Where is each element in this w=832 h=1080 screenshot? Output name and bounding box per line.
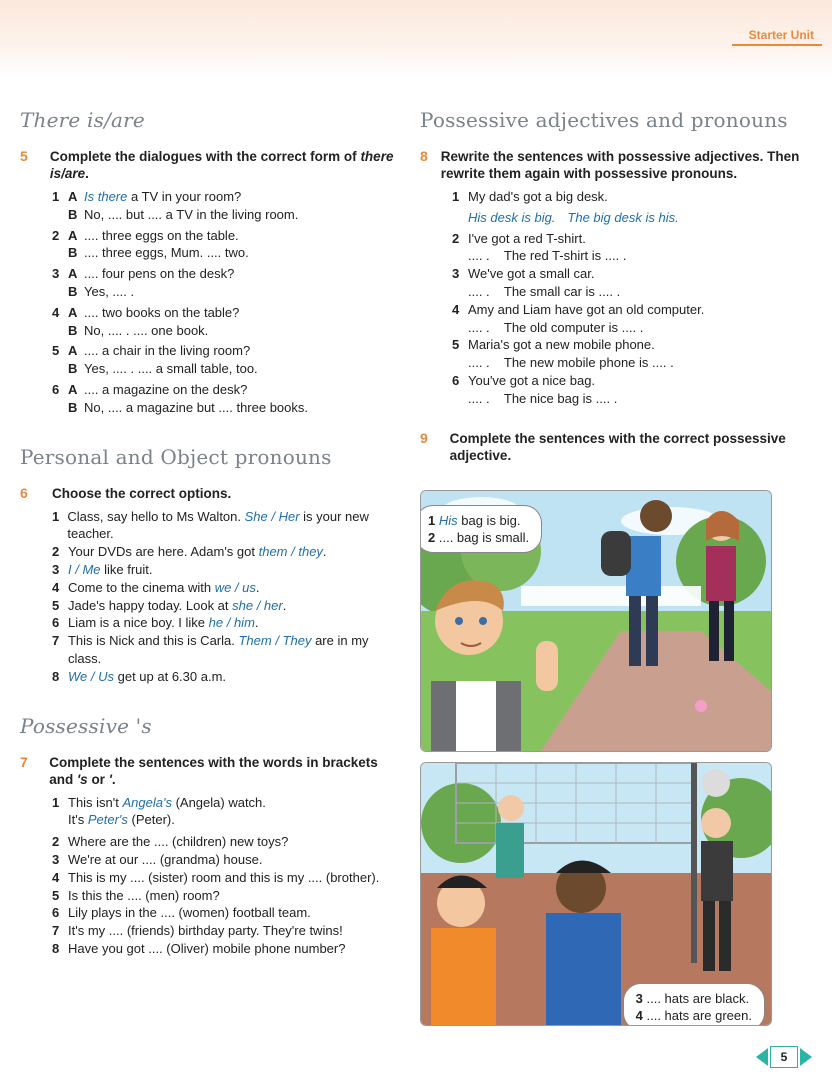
speech-bubble-2: 3 .... hats are black. 4 .... hats are green. (623, 983, 765, 1026)
exercise-7 (20, 754, 405, 958)
dialogue-1b: B No, .... but .... a TV in the living room. (68, 206, 299, 222)
list-item: 8 We / Us get up at 6.30 a.m. (52, 668, 227, 684)
dialogue-2a: 2 A .... three eggs on the table. (52, 227, 239, 243)
list-item: 5 Maria's got a new mobile phone. (452, 337, 655, 353)
list-item: 5 Is this the .... (men) room? (52, 887, 220, 903)
list-item-answer-line: .... . The old computer is .... . (468, 319, 644, 335)
pronoun-list (52, 508, 405, 686)
list-item-answer-line: .... . The new mobile phone is .... . (468, 355, 674, 371)
list-item: It's Peter's (Peter). (68, 812, 175, 828)
left-column (20, 108, 405, 958)
exercise-5 (20, 148, 405, 417)
exercise-number: 8 (420, 148, 428, 164)
exercise-number: 6 (20, 484, 28, 501)
next-page-arrow-icon[interactable] (800, 1048, 812, 1066)
previous-page-arrow-icon[interactable] (756, 1048, 768, 1066)
dialogue-6a: 6 A .... a magazine on the desk? (52, 381, 248, 397)
section-title-possessive-adjectives: Possessive adjectives and pronouns (420, 108, 788, 132)
list-item: 2 Your DVDs are here. Adam's got them / they. (52, 544, 327, 560)
possessive-s-list (52, 794, 405, 958)
page-navigation (756, 1046, 812, 1068)
list-item: His desk is big. The big desk is his. (468, 209, 679, 225)
list-item: 1 This isn't Angela's (Angela) watch. (52, 794, 266, 810)
list-item: 3 I / Me like fruit. (52, 561, 153, 577)
dialogue-5a: 5 A .... a chair in the living room? (52, 343, 251, 359)
dialogue-list (52, 188, 405, 417)
right-column (420, 108, 815, 464)
list-item: 5 Jade's happy today. Look at she / her. (52, 597, 287, 613)
list-item: 3 We've got a small car. (452, 266, 595, 282)
list-item: 4 Come to the cinema with we / us. (52, 579, 260, 595)
rewrite-list (452, 188, 815, 408)
exercise-instruction: Rewrite the sentences with possessive adjectives. Then rewrite them again with possessive pronouns. (440, 149, 800, 181)
list-item: 6 Liam is a nice boy. I like he / him. (52, 615, 259, 631)
header-band (0, 0, 832, 78)
speech-bubble-1: 1 His bag is big. 2 .... bag is small. (420, 505, 542, 553)
list-item: 2 Where are the .... (children) new toys? (52, 834, 289, 850)
illustration-boys-playing-volleyball (420, 762, 772, 1026)
dialogue-6b: B No, .... a magazine but .... three books. (68, 399, 309, 415)
dialogue-1a: 1 A Is there a TV in your room? (52, 189, 242, 204)
exercise-instruction: Complete the sentences with the correct possessive adjective. (449, 430, 786, 463)
illustration-two-teens-walking (420, 490, 772, 752)
dialogue-4b: B No, .... . .... one book. (68, 322, 209, 338)
dialogue-2b: B .... three eggs, Mum. .... two. (68, 245, 249, 261)
page-number: 5 (770, 1046, 798, 1068)
list-item: 4 Amy and Liam have got an old computer. (452, 301, 705, 317)
list-item: 1 My dad's got a big desk. (452, 189, 608, 204)
exercise-9 (420, 430, 815, 464)
dialogue-4a: 4 A .... two books on the table? (52, 304, 240, 320)
exercise-number: 5 (20, 148, 28, 164)
list-item: 1 Class, say hello to Ms Walton. She / Her is your new teacher. (52, 508, 369, 542)
list-item-answer-line: .... . The small car is .... . (468, 283, 621, 299)
exercise-number: 9 (420, 429, 428, 446)
dialogue-5b: B Yes, .... . .... a small table, too. (68, 361, 258, 377)
dialogue-3b: B Yes, .... . (68, 283, 135, 299)
unit-label: Starter Unit (748, 28, 814, 42)
section-title-personal-pronouns: Personal and Object pronouns (20, 444, 332, 469)
exercise-instruction: Complete the dialogues with the correct form of there is/are. (49, 149, 394, 181)
exercise-instruction: Complete the sentences with the words in brackets and 's or '. (49, 754, 378, 787)
exercise-8 (420, 148, 815, 408)
list-item-answer-line: .... . The red T-shirt is .... . (468, 248, 627, 264)
list-item: 2 I've got a red T-shirt. (452, 230, 586, 246)
dialogue-3a: 3 A .... four pens on the desk? (52, 266, 235, 282)
exercise-instruction: Choose the correct options. (52, 485, 232, 501)
list-item: 6 Lily plays in the .... (women) football team. (52, 905, 311, 921)
list-item: 7 This is Nick and this is Carla. Them / They are in my class. (52, 633, 369, 666)
list-item-answer-line: .... . The nice bag is .... . (468, 390, 618, 406)
list-item: 3 We're at our .... (grandma) house. (52, 851, 263, 867)
section-title-possessive-s: Possessive 's (20, 713, 152, 738)
list-item: 6 You've got a nice bag. (452, 372, 596, 388)
unit-underline (732, 44, 822, 46)
exercise-number: 7 (20, 753, 28, 770)
section-title-there-is-are: There is/are (20, 108, 145, 132)
list-item: 7 It's my .... (friends) birthday party. They're twins! (52, 923, 343, 939)
exercise-6 (20, 485, 405, 686)
list-item: 4 This is my .... (sister) room and this is my .... (brother). (52, 869, 380, 885)
list-item: 8 Have you got .... (Oliver) mobile phone number? (52, 940, 346, 956)
